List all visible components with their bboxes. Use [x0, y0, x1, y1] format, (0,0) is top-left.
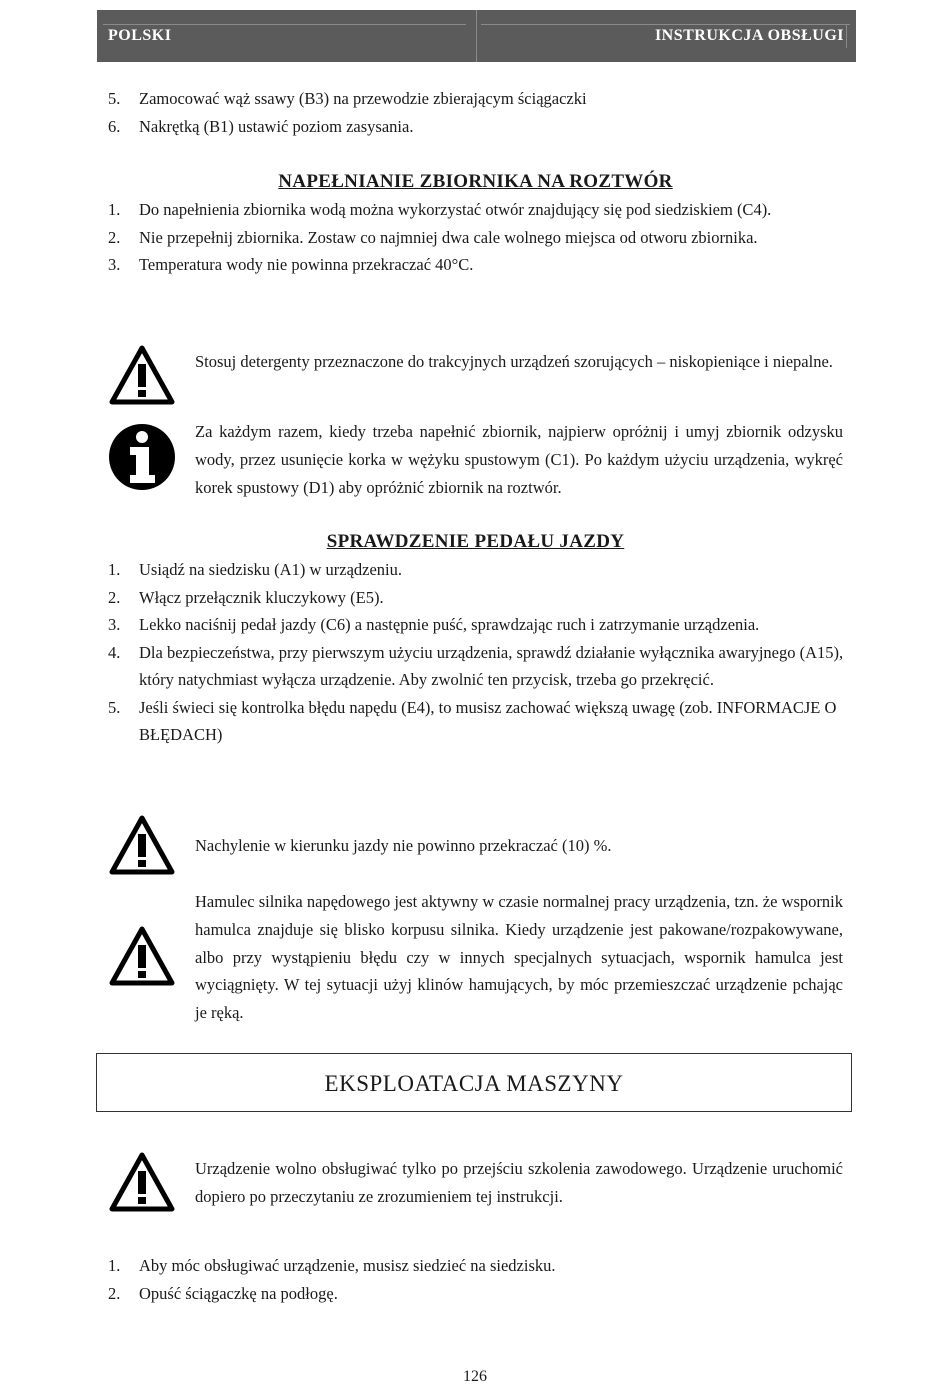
section-title-operation: EKSPLOATACJA MASZYNY	[96, 1053, 852, 1112]
header-rule	[481, 24, 850, 25]
warning-note-slope: Nachylenie w kierunku jazdy nie powinno przekraczać (10) %.	[195, 836, 612, 855]
fill-list	[108, 196, 848, 279]
page-number: 126	[463, 1368, 487, 1385]
list-item: 1. Aby móc obsługiwać urządzenie, musisz siedzieć na siedzisku.	[108, 1256, 556, 1275]
warning-note-brake: Hamulec silnika napędowego jest aktywny w czasie normalnej pracy urządzenia, tzn. że wspornik hamulca znajduje się blisko korpusu silnika. Kiedy urządzenie jest pakowane/rozpakowywane, albo przy wystąpieniu błędu czy w innych specjalnych sytuacjach, wspornik hamulca jest wyciągnięty. W tej sytuacji użyj klinów hamujących, by móc przemieszczać urządzenie pchając je ręką.	[195, 892, 843, 1023]
pedal-list	[108, 556, 848, 749]
info-icon	[108, 423, 176, 491]
header-divider	[476, 10, 477, 62]
warning-note-training: Urządzenie wolno obsługiwać tylko po przejściu szkolenia zawodowego. Urządzenie uruchomić dopiero po przeczytaniu ze zrozumieniem tej instrukcji.	[195, 1159, 843, 1206]
section-heading-fill: NAPEŁNIANIE ZBIORNIKA NA ROZTWÓR	[278, 171, 673, 192]
list-item: 3. Lekko naciśnij pedał jazdy (C6) a następnie puść, sprawdzając ruch i zatrzymanie urządzenia.	[108, 615, 760, 634]
operation-list	[108, 1252, 848, 1307]
page-header	[97, 10, 856, 62]
list-item: 5. Jeśli świeci się kontrolka błędu napędu (E4), to musisz zachować większą uwagę (zob. INFORMACJE O BŁĘDACH)	[108, 697, 837, 744]
list-item: 2. Nie przepełnij zbiornika. Zostaw co najmniej dwa cale wolnego miejsca od otworu zbiornika.	[108, 227, 758, 247]
info-note-tank: Za każdym razem, kiedy trzeba napełnić zbiornik, najpierw opróżnij i umyj zbiornik odzysku wody, przez usunięcie korka w wężyku spustowym (C1). Po każdym użyciu urządzenia, wykręć korek spustowy (D1) aby opróżnić zbiornik na roztwór.	[195, 422, 843, 497]
warning-triangle-icon	[108, 925, 176, 987]
intro-list	[108, 85, 848, 140]
warning-triangle-icon	[108, 814, 176, 876]
header-manual-title: INSTRUKCJA OBSŁUGI	[654, 27, 844, 44]
section-heading-pedal: SPRAWDZENIE PEDAŁU JAZDY	[326, 531, 625, 552]
list-item: 3. Temperatura wody nie powinna przekraczać 40°C.	[108, 255, 474, 274]
list-item: 6. Nakrętką (B1) ustawić poziom zasysania.	[108, 116, 414, 136]
header-language: POLSKI	[108, 27, 172, 44]
list-item: 2. Opuść ściągaczkę na podłogę.	[108, 1283, 338, 1303]
list-item: 4. Dla bezpieczeństwa, przy pierwszym użyciu urządzenia, sprawdź działanie wyłącznika awaryjnego (A15), który natychmiast wyłącza urządzenie. Aby zwolnić ten przycisk, trzeba go przekręcić.	[108, 642, 844, 689]
list-item: 5. Zamocować wąż ssawy (B3) na przewodzie zbierającym ściągaczki	[108, 89, 587, 108]
list-item: 1. Do napełnienia zbiornika wodą można wykorzystać otwór znajdujący się pod siedziskiem (C4).	[108, 200, 772, 219]
header-divider	[846, 24, 847, 48]
warning-triangle-icon	[108, 344, 176, 406]
list-item: 1. Usiądź na siedzisku (A1) w urządzeniu.	[108, 560, 402, 579]
warning-triangle-icon	[108, 1151, 176, 1213]
header-rule	[103, 24, 466, 25]
list-item: 2. Włącz przełącznik kluczykowy (E5).	[108, 587, 384, 607]
warning-note-detergent: Stosuj detergenty przeznaczone do trakcyjnych urządzeń szorujących – niskopieniące i niepalne.	[195, 352, 833, 371]
